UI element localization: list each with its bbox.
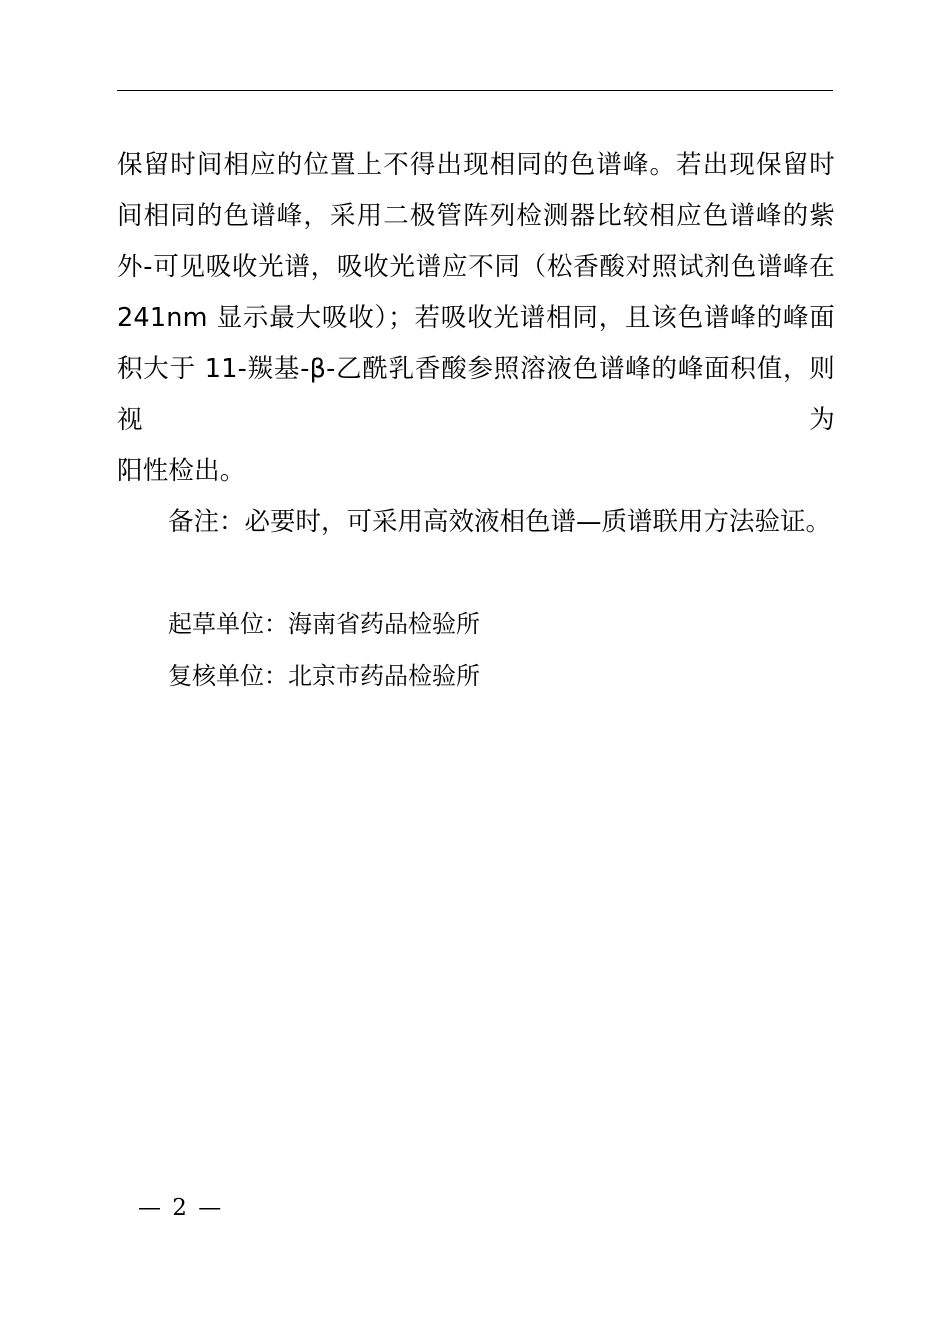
- main-paragraph-line: 阳性检出。: [117, 456, 246, 486]
- header-rule: [117, 90, 833, 91]
- main-paragraph-line: 241nm 显示最大吸收）；若吸收光谱相同，且该色谱峰的峰面积: [117, 303, 835, 384]
- page-number: — 2 —: [138, 1195, 224, 1221]
- signature-line-review-unit: 复核单位：北京市药品检验所: [168, 662, 480, 690]
- paragraph-spacer: [117, 548, 835, 598]
- main-paragraph-line: 相同的色谱峰，采用二极管阵列检测器比较相应色谱峰的紫外-: [117, 201, 836, 282]
- main-paragraph-line: 保留时间相应的位置上不得出现相同的色谱峰。若出现保留时间: [117, 150, 835, 231]
- note-paragraph: 备注：必要时，可采用高效液相色谱—质谱联用方法验证。: [168, 507, 832, 537]
- document-content: [117, 140, 835, 702]
- signature-block: [117, 598, 835, 702]
- signature-line-drafting-unit: 起草单位：海南省药品检验所: [168, 610, 480, 638]
- main-paragraph: [117, 140, 835, 497]
- main-paragraph-line: 可见吸收光谱，吸收光谱应不同（松香酸对照试剂色谱峰在: [152, 252, 836, 282]
- main-paragraph-line: 大于 11-羰基-β-乙酰乳香酸参照溶液色谱峰的峰面积值，则视为: [117, 354, 835, 435]
